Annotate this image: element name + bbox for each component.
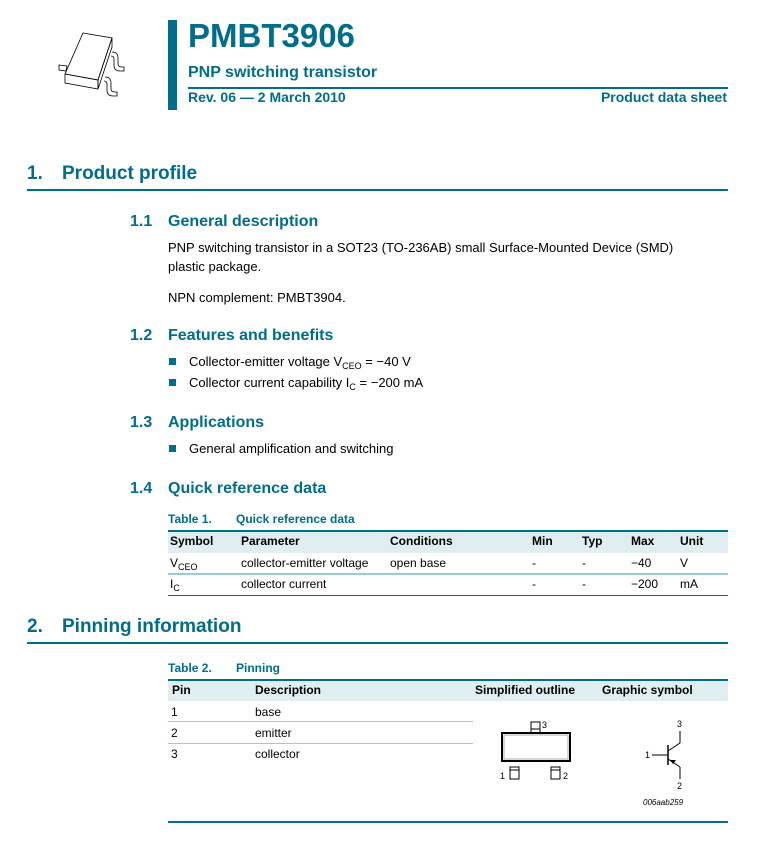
subscript: CEO	[178, 562, 198, 572]
subscript: C	[173, 583, 180, 593]
cell-max: −200	[631, 577, 659, 591]
section-1-rule	[27, 189, 728, 191]
cell-max: −40	[631, 556, 652, 570]
cell-param: collector-emitter voltage	[241, 556, 369, 570]
section-1-title: Product profile	[62, 163, 198, 184]
outline-pin-3: 3	[542, 720, 548, 730]
section-2-number: 2.	[27, 616, 43, 637]
pin-number: 3	[171, 747, 178, 761]
table-1-label: Table 1.	[168, 512, 212, 526]
bullet-icon	[169, 358, 176, 365]
section-1-number: 1.	[27, 163, 43, 184]
pin-number: 2	[171, 726, 178, 740]
section-1-2-number: 1.2	[130, 327, 153, 344]
npn-complement: NPN complement: PMBT3904.	[168, 290, 346, 305]
product-subtitle: PNP switching transistor	[188, 64, 378, 81]
table-1-bottom-rule	[168, 595, 728, 596]
section-1-1-title: General description	[168, 213, 319, 230]
subscript: CEO	[342, 361, 362, 371]
symbol-pin-1: 1	[645, 750, 651, 760]
col-header: Symbol	[170, 534, 214, 548]
section-2-title: Pinning information	[62, 616, 242, 637]
pin-description: collector	[255, 747, 300, 761]
feature-value: = −40 V	[361, 354, 411, 369]
cell-typ: -	[582, 577, 586, 591]
pin-description: base	[255, 705, 282, 719]
cell-min: -	[532, 577, 536, 591]
cell-cond: open base	[390, 556, 447, 570]
symbol-pin-3: 3	[677, 719, 683, 729]
section-2-rule	[27, 642, 728, 644]
application-item: General amplification and switching	[189, 441, 394, 456]
description-line-2: plastic package.	[168, 259, 262, 274]
row-divider	[168, 721, 473, 722]
cell-typ: -	[582, 556, 586, 570]
cell-min: -	[532, 556, 536, 570]
section-1-2-title: Features and benefits	[168, 327, 334, 344]
doc-type: Product data sheet	[600, 89, 727, 105]
product-title: PMBT3906	[188, 17, 355, 54]
cell-unit: mA	[680, 577, 698, 591]
sot23-package-image	[55, 25, 135, 105]
pin-description: emitter	[255, 726, 292, 740]
col-header: Unit	[680, 534, 704, 548]
feature-ic	[189, 375, 423, 392]
symbol-pin-2: 2	[677, 781, 683, 791]
feature-text: Collector-emitter voltage V	[189, 354, 343, 369]
pin-number: 1	[171, 705, 178, 719]
col-header-description: Description	[255, 683, 322, 697]
table-2-label: Table 2.	[168, 661, 212, 675]
table-2-caption: Pinning	[236, 661, 280, 675]
section-1-4-title: Quick reference data	[168, 480, 327, 497]
feature-value: = −200 mA	[355, 375, 424, 390]
header-accent-bar	[168, 20, 177, 110]
col-header-symbol: Graphic symbol	[602, 683, 693, 697]
section-1-1-number: 1.1	[130, 213, 153, 230]
symbol: I	[170, 577, 174, 591]
bullet-icon	[169, 445, 176, 452]
row-divider	[168, 743, 473, 744]
bullet-icon	[169, 379, 176, 386]
figure-code: 006aab259	[643, 798, 684, 807]
revision: Rev. 06 — 2 March 2010	[188, 89, 346, 105]
outline-pin-2: 2	[563, 771, 569, 781]
feature-vceo	[189, 354, 411, 371]
description-line-1: PNP switching transistor in a SOT23 (TO-236AB) small Surface-Mounted Device (SMD)	[168, 240, 674, 255]
pnp-transistor-symbol-icon	[640, 715, 700, 795]
col-header-outline: Simplified outline	[475, 683, 576, 697]
section-1-3-number: 1.3	[130, 414, 153, 431]
simplified-outline-diagram	[495, 715, 585, 785]
col-header: Conditions	[390, 534, 453, 548]
col-header: Parameter	[241, 534, 300, 548]
outline-pin-1: 1	[500, 771, 506, 781]
col-header-pin: Pin	[172, 683, 191, 697]
table-1-caption: Quick reference data	[236, 512, 355, 526]
symbol-cell	[170, 556, 198, 572]
row-divider	[168, 573, 728, 575]
symbol-cell	[170, 577, 180, 593]
section-1-3-title: Applications	[168, 414, 265, 431]
cell-unit: V	[680, 556, 689, 570]
col-header: Typ	[582, 534, 603, 548]
feature-text: Collector current capability I	[189, 375, 350, 390]
subscript: C	[349, 382, 356, 392]
symbol: V	[170, 556, 179, 570]
col-header: Max	[631, 534, 655, 548]
table-2-bottom-rule	[168, 821, 728, 823]
cell-param: collector current	[241, 577, 327, 591]
col-header: Min	[532, 534, 553, 548]
section-1-4-number: 1.4	[130, 480, 153, 497]
